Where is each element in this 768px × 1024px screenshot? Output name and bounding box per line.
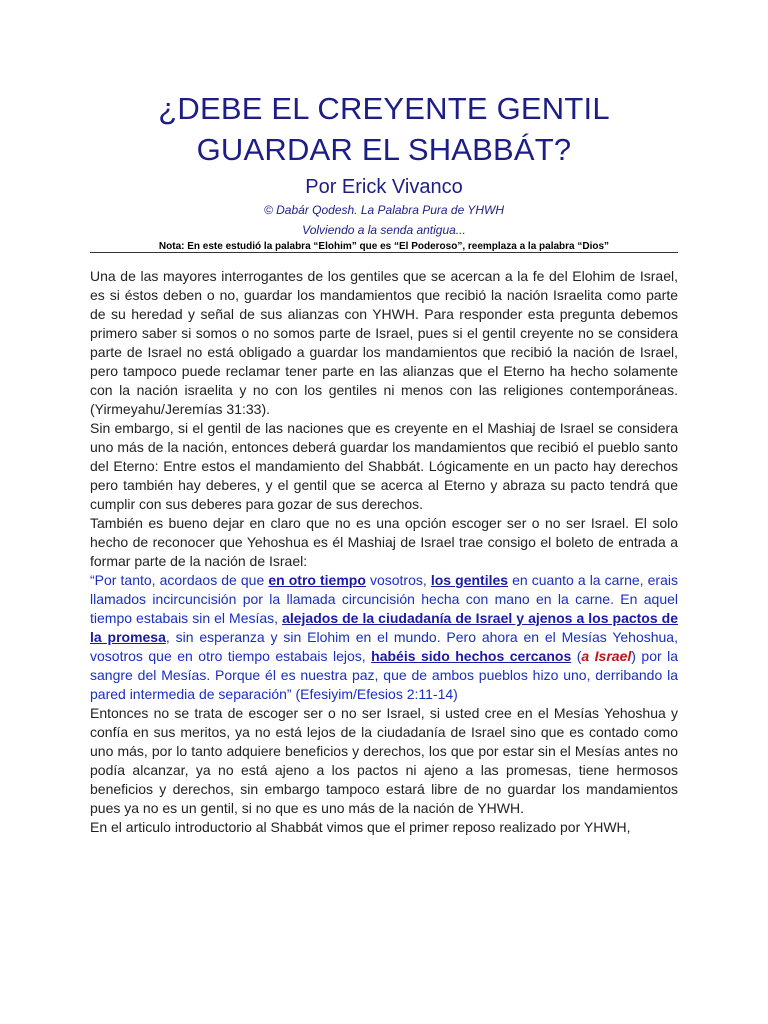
copyright-line: © Dabár Qodesh. La Palabra Pura de YHWH [263, 203, 505, 217]
paragraph-1: Una de las mayores interrogantes de los gentiles que se acercan a la fe del Elohim de Israel, es si éstos deben o no, guardar los mandamientos que recibió la nación Israelita como parte de su heredad y señal de sus alianzas con YHWH. Para responder esta pregunta debemos primero saber si somos o no somos parte de Israel, pues si el gentil creyente no se considera parte de Israel no está obligado a guardar los mandamientos que recibió la nación de Israel, pero tampoco puede reclamar tener parte en las alianzas que el Eterno ha hecho solamente con la nación israelita y no con los gentiles ni menos con las religiones contemporáneas. (Yirmeyahu/Jeremías 31:33). [90, 268, 678, 417]
quote-highlight-2: los gentiles [430, 572, 509, 588]
header-divider [90, 252, 678, 253]
document-title [90, 88, 678, 170]
quote-text-1: “Por tanto, acordaos de que [90, 572, 269, 588]
paragraph-3: También es bueno dejar en claro que no es una opción escoger ser o no ser Israel. El solo hecho de reconocer que Yehoshua es él Mashiaj de Israel trae consigo el boleto de entrada a formar parte de la nación de Israel: [90, 515, 678, 569]
scripture-quote [90, 571, 678, 704]
document-header [90, 88, 678, 254]
paragraph-5: En el articulo introductorio al Shabbát vimos que el primer reposo realizado por YHWH, [90, 819, 631, 835]
quote-highlight-1: en otro tiempo [268, 572, 366, 588]
quote-text-6: ) por la sangre del Mesías. Porque él es nuestra paz, que de ambos pueblos hizo uno, derribando la pared intermedia de separación” (Efesiyim/Efesios 2:11-14) [90, 648, 679, 702]
quote-highlight-4: habéis sido hechos cercanos [371, 648, 572, 664]
quote-text-4: , sin esperanza y sin Elohim en el mundo. Pero ahora en el Mesías Yehoshua, vosotros que en otro tiempo estabais lejos, [90, 629, 678, 664]
paragraph-4: Entonces no se trata de escoger ser o no ser Israel, si usted cree en el Mesías Yehoshua y confía en sus meritos, ya no está lejos de la ciudadanía de Israel sino que es contado como uno más, por lo tanto adquiere beneficios y derechos, los que por estar sin el Mesías antes no podía alcanzar, ya no está ajeno a los pactos ni ajeno a las promesas, tiene hermosos beneficios y derechos, sin embargo tampoco estará libre de no guardar los mandamientos pues ya no es un gentil, si no que es uno más de la nación de YHWH. [90, 705, 678, 816]
title-line-2: GUARDAR EL SHABBÁT? [196, 132, 572, 167]
quote-highlight-3: alejados de la ciudadanía de Israel y ajenos a los pactos de la promesa [90, 610, 679, 645]
quote-red-emphasis: a Israel [581, 648, 632, 664]
quote-text-5: ( [571, 648, 582, 664]
author-byline: Por Erick Vivanco [305, 176, 463, 198]
title-line-1: ¿DEBE EL CREYENTE GENTIL [158, 91, 610, 126]
paragraph-2: Sin embargo, si el gentil de las naciones que es creyente en el Mashiaj de Israel se considera uno más de la nación, entonces deberá guardar los mandamientos que recibió el pueblo santo del Eterno: Entre estos el mandamiento del Shabbát. Lógicamente en un pacto hay derechos pero también hay deberes, y el gentil que se acerca al Eterno y abraza su pacto tendrá que cumplir con sus deberes para gozar de sus derechos. [90, 420, 678, 512]
quote-text-2: vosotros, [365, 572, 431, 588]
quote-text-3: en cuanto a la carne, erais llamados incircuncisión por la llamada circuncisión hecha con mano en la carne. En aquel tiempo estabais sin el Mesías, [90, 572, 678, 626]
document-body [90, 267, 678, 837]
tagline: Volviendo a la senda antigua... [302, 223, 466, 237]
translation-note: Nota: En este estudió la palabra “Elohim” que es “El Poderoso”, reemplaza a la palabra “Dios” [158, 241, 610, 252]
